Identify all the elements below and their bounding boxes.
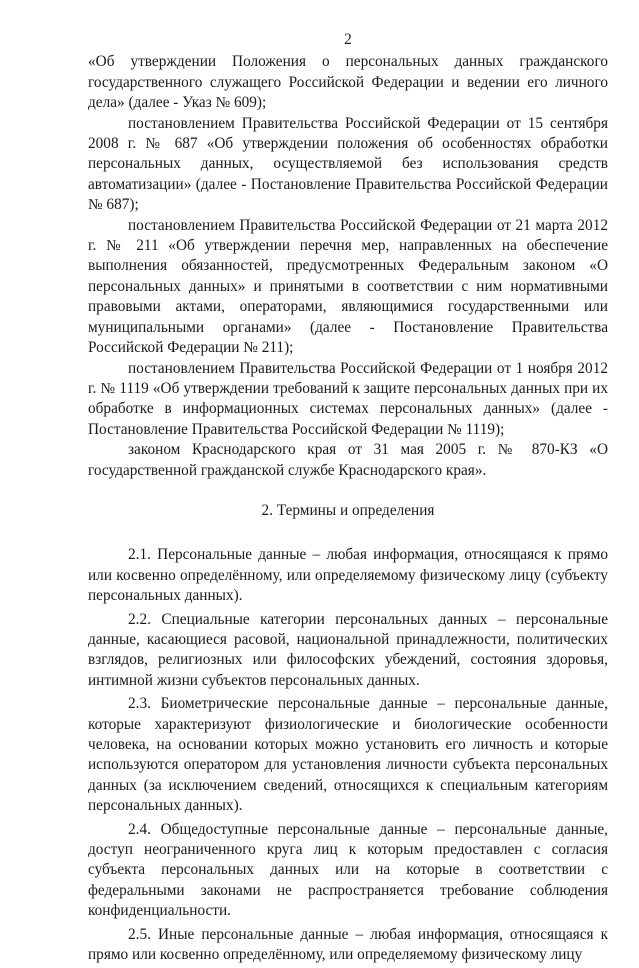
definition-item: 2.4. Общедоступные персональные данные – персональные данные, доступ неограниченного круга лиц к которым предоставлен с согласия субъекта персональных данных или на которые в соответствии с федеральными законами не распространяется требование соблюдения конфиденциальности. (88, 820, 608, 920)
paragraph: постановлением Правительства Российской Федерации от 15 сентября 2008 г. № 687 «Об утверждении положения об особенностях обработки персональных данных, осуществляемой без использования средств автоматизации» (далее - Постановление Правительства Российской Федерации № 687); (88, 114, 608, 214)
definition-item: 2.2. Специальные категории персональных данных – персональные данные, касающиеся расовой, национальной принадлежности, политических взглядов, религиозных или философских убеждений, состояния здоровья, интимной жизни субъектов персональных данных. (88, 610, 608, 689)
section-title: 2. Термины и определения (261, 501, 435, 519)
paragraph: «Об утверждении Положения о персональных данных гражданского государственного служащего Российской Федерации и ведении его личного дела» (далее - Указ № 609); (88, 53, 608, 112)
definition-item: 2.5. Иные персональные данные – любая информация, относящаяся к прямо или косвенно определённому, или определяемому физическому лицу (88, 925, 608, 964)
page-number: 2 (344, 31, 352, 48)
paragraph: постановлением Правительства Российской Федерации от 1 ноября 2012 г. № 1119 «Об утверждении требований к защите персональных данных при их обработке в информационных системах персональных данных» (далее - Постановление Правительства Российской Федерации № 1119); (88, 359, 608, 438)
definition-item: 2.1. Персональные данные – любая информация, относящаяся к прямо или косвенно определённому, или определяемому физическому лицу (субъекту персональных данных). (88, 546, 608, 605)
paragraph: законом Краснодарского края от 31 мая 2005 г. № 870-КЗ «О государственной гражданской службе Краснодарского края». (88, 441, 608, 479)
definition-item: 2.3. Биометрические персональные данные – персональные данные, которые характеризуют физиологические и биологические особенности человека, на основании которых можно установить его личность и которые используются оператором для установления личности субъекта персональных данных (за исключением сведений, относящихся к специальным категориям персональных данных). (88, 695, 608, 815)
paragraph: постановлением Правительства Российской Федерации от 21 марта 2012 г. № 211 «Об утверждении перечня мер, направленных на обеспечение выполнения обязанностей, предусмотренных Федеральным законом «О персональных данных» и принятыми в соответствии с ним нормативными правовыми актами, операторами, являющимися государственными или муниципальными органами» (далее - Постановление Правительства Российской Федерации № 211); (88, 216, 608, 357)
document-page (88, 30, 608, 968)
